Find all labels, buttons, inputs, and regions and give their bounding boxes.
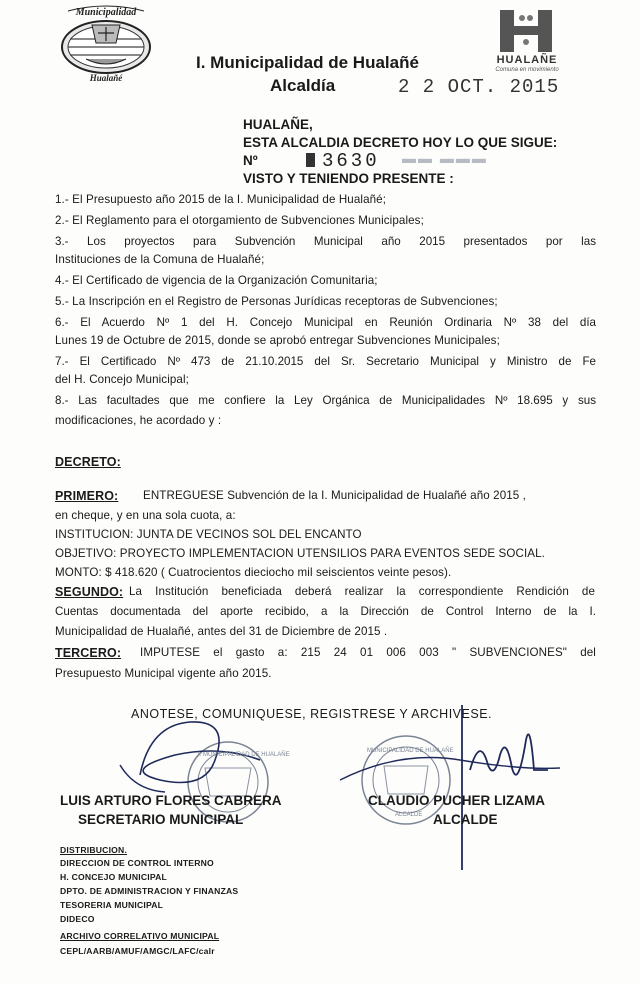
left-signatory-name: LUIS ARTURO FLORES CABRERA — [60, 793, 282, 808]
tercero-label: TERCERO: — [55, 646, 122, 660]
segundo-cont: Municipalidad de Hualañé, antes del 31 de Diciembre de 2015 . — [55, 625, 388, 638]
visto-item: 5.- La Inscripción en el Registro de Personas Jurídicas receptoras de Subvenciones; — [55, 295, 498, 308]
right-signatory-title: ALCALDE — [433, 812, 498, 827]
right-seal-text-bottom: ALCALDE — [395, 812, 423, 818]
right-seal-text-top: MUNICIPALIDAD DE HUALAÑE — [367, 748, 454, 754]
faded-stamp-overprint: ▬▬ ▬▬▬ — [402, 150, 488, 166]
tercero-text: IMPUTESE el gasto a: 215 24 01 006 003 " SUBVENCIONES" del — [140, 646, 596, 659]
segundo-text: La Institución beneficiada deberá realizar la correspondiente Rendición de — [129, 585, 595, 598]
visto-item: 4.- El Certificado de vigencia de la Organización Comunitaria; — [55, 274, 378, 287]
visto-item: 3.- Los proyectos para Subvención Municipal año 2015 presentados por las — [55, 235, 596, 248]
visto-heading: VISTO Y TENIENDO PRESENTE : — [243, 171, 454, 186]
right-signatory-name: CLAUDIO PUCHER LIZAMA — [368, 793, 545, 808]
brand-logo-tagline: Comuna en movimiento — [495, 67, 559, 73]
tercero-cont: Presupuesto Municipal vigente año 2015. — [55, 667, 272, 680]
left-seal-text: I. MUNICIPALIDAD DE HUALAÑE — [198, 752, 290, 758]
visto-item-cont: Instituciones de la Comuna de Hualañé; — [55, 253, 265, 266]
primero-text: ENTREGUESE Subvención de la I. Municipalidad de Hualañé año 2015 , — [143, 489, 526, 502]
segundo-label: SEGUNDO: — [55, 585, 124, 599]
distribution-item: DPTO. DE ADMINISTRACION Y FINANZAS — [60, 886, 239, 896]
distribution-item: H. CONCEJO MUNICIPAL — [60, 872, 167, 882]
primero-cont: en cheque, y en una sola cuota, a: — [55, 509, 236, 522]
distribution-item: DIDECO — [60, 914, 95, 924]
brand-logo-name: HUALAÑE — [496, 54, 558, 66]
decree-number: 3630 — [322, 150, 380, 172]
visto-item: 8.- Las facultades que me confiere la Ley Orgánica de Municipalidades Nº 18.695 y sus — [55, 394, 596, 407]
institucion-line: INSTITUCION: JUNTA DE VECINOS SOL DEL ENCANTO — [55, 528, 362, 541]
decree-number-label: Nº — [243, 153, 258, 168]
primero-label: PRIMERO: — [55, 489, 119, 503]
distribution-item: TESORERIA MUNICIPAL — [60, 900, 164, 910]
visto-item-cont: modificaciones, he acordado y : — [55, 414, 222, 427]
left-signatory-title: SECRETARIO MUNICIPAL — [78, 812, 244, 827]
initials-reference: CEPL/AARB/AMUF/AMGC/LAFC/calr — [60, 946, 215, 956]
city-line: HUALAÑE, — [243, 117, 313, 132]
visto-item: 7.- El Certificado Nº 473 de 21.10.2015 del Sr. Secretario Municipal y Ministro de Fe — [55, 355, 596, 368]
closing-formula: ANOTESE, COMUNIQUESE, REGISTRESE Y ARCHIVESE. — [131, 707, 493, 721]
objetivo-line: OBJETIVO: PROYECTO IMPLEMENTACION UTENSILIOS PARA EVENTOS SEDE SOCIAL. — [55, 547, 545, 560]
distribution-item: ARCHIVO CORRELATIVO MUNICIPAL — [60, 931, 220, 941]
monto-line: MONTO: $ 418.620 ( Cuatrocientos dieciocho mil seiscientos veinte pesos). — [55, 566, 452, 579]
visto-item: 6.- El Acuerdo Nº 1 del H. Concejo Municipal en Reunión Ordinaria Nº 38 del día — [55, 316, 596, 329]
distribution-item: DIRECCION DE CONTROL INTERNO — [60, 858, 214, 868]
segundo-cont: Cuentas documentada del aporte recibido, a la Dirección de Control Interno de la I. — [55, 605, 596, 618]
distribution-heading: DISTRIBUCION. — [60, 845, 128, 855]
received-date-stamp: 2 2 OCT. 2015 — [398, 76, 560, 98]
decreto-heading: DECRETO: — [55, 455, 121, 469]
visto-item: 1.- El Presupuesto año 2015 de la I. Municipalidad de Hualañé; — [55, 193, 387, 206]
visto-item-cont: del H. Concejo Municipal; — [55, 373, 189, 386]
office-title: Alcaldía — [270, 76, 336, 95]
decree-intro: ESTA ALCALDIA DECRETO HOY LO QUE SIGUE: — [243, 135, 558, 150]
svg-text:Hualañé: Hualañé — [89, 73, 123, 83]
institution-title: I. Municipalidad de Hualañé — [196, 53, 419, 72]
visto-item-cont: Lunes 19 de Octubre de 2015, donde se aprobó entregar Subvenciones Municipales; — [55, 334, 500, 347]
visto-item: 2.- El Reglamento para el otorgamiento de Subvenciones Municipales; — [55, 214, 424, 227]
svg-text:Municipalidad: Municipalidad — [75, 7, 137, 18]
